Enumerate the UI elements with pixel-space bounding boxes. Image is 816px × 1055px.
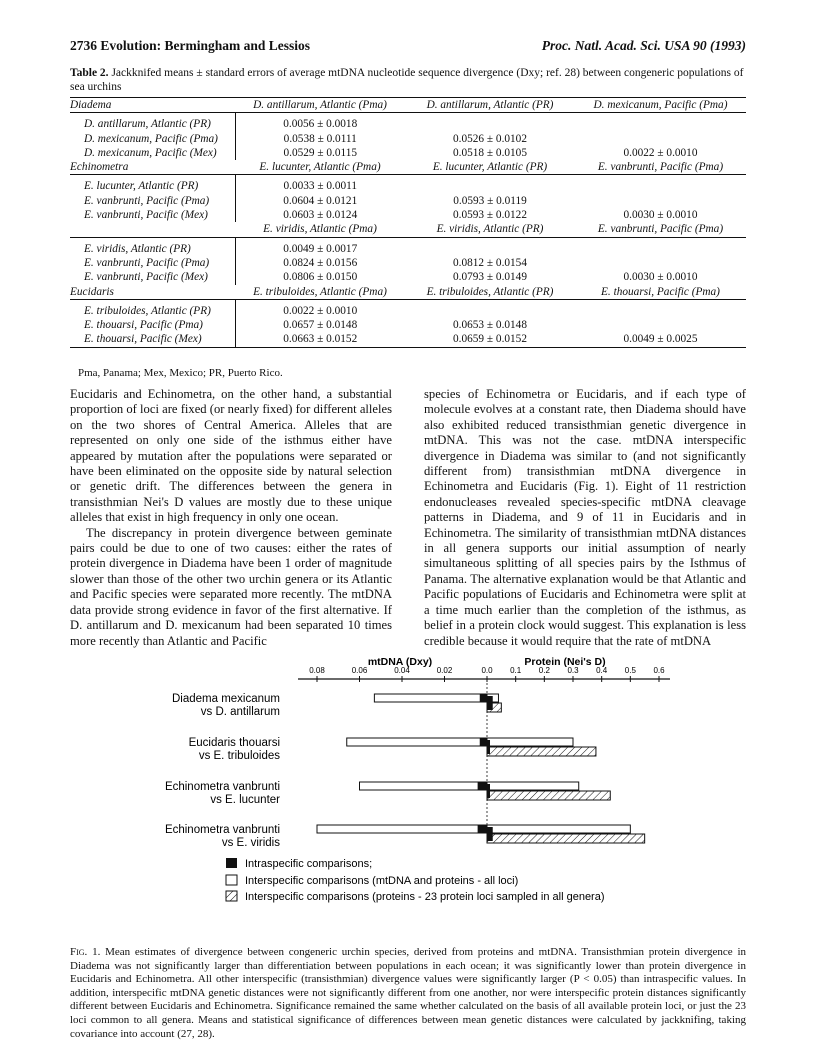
paragraph: species of Echinometra or Eucidaris, and if each type of molecule evolves at a constant rate, then Diadema should have also exhibited reduced transisthmian genetic divergence in mtDNA. This was not the case. mtDNA interspecific divergence in Diadema was similar to (and not significantly different from) transisthmian mtDNA divergence in Echinometra and Eucidaris (Fig. 1). Eight of 11 restriction endonucleases revealed species-specific mtDNA cleavage patterns in Diadema, and 9 of 11 in Eucidaris and in Echinometra. The similarity of transisthmian mtDNA distances in all genera supports our initial assumption of nearly simultaneous splitting of all species pairs by the Isthmus of Panama. The alternative explanation would be that Atlantic and Pacific populations of Eucidaris and Echinometra were split at a time much earlier than the completion of the isthmus, as belief in a protein clock would suggest. This explanation is less credible because it would require that the rate of mtDNA — [424, 387, 746, 648]
table-cell: 0.0659 ± 0.0152 — [405, 332, 575, 347]
table-cell: 0.0604 ± 0.0121 — [235, 194, 405, 208]
legend-label: Interspecific comparisons (mtDNA and proteins - all loci) — [245, 875, 519, 887]
protein-intraspecific-bar — [487, 784, 490, 798]
table-row-label: D. mexicanum, Pacific (Pma) — [84, 132, 218, 145]
table-footnote: Pma, Panama; Mex, Mexico; PR, Puerto Rico. — [78, 367, 283, 379]
table-row — [70, 304, 746, 318]
right-tick-label: 0.3 — [567, 666, 579, 675]
table-row-label: E. viridis, Atlantic (PR) — [84, 242, 191, 255]
left-column — [70, 387, 392, 649]
mtdna-intraspecific-bar — [478, 782, 487, 790]
right-tick-label: 0.2 — [538, 666, 550, 675]
category-label-line1: Echinometra vanbrunti — [164, 781, 280, 793]
table-column-header: D. mexicanum, Pacific (Pma) — [575, 98, 746, 113]
table-cell: 0.0033 ± 0.0011 — [235, 179, 405, 193]
table-cell — [575, 117, 746, 131]
table-row-label: D. mexicanum, Pacific (Mex) — [84, 146, 217, 159]
table-row — [70, 194, 746, 208]
left-tick-label: 0.04 — [394, 666, 410, 675]
table-cell: 0.0022 ± 0.0010 — [235, 304, 405, 318]
protein-23-loci-bar — [487, 791, 610, 800]
legend-swatch-intraspecific — [226, 858, 237, 868]
table-column-header: D. antillarum, Atlantic (Pma) — [235, 98, 405, 113]
right-tick-label: 0.1 — [510, 666, 522, 675]
protein-23-loci-bar — [487, 747, 596, 756]
table-column-header: E. viridis, Atlantic (Pma) — [235, 222, 405, 237]
table-cell: 0.0812 ± 0.0154 — [453, 256, 527, 269]
table-row-label: E. vanbrunti, Pacific (Mex) — [84, 209, 208, 222]
figure-caption-text: Mean estimates of divergence between congeneric urchin species, derived from proteins and mtDNA. Transisthmian protein divergence in Diadema was not significantly larger than differentiation between populations in each ocean; it was significantly lower than protein divergence in Eucidaris and Echinometra. All other interspecific (transisthmian) divergence values were significantly larger (P < 0.05) than intraspecific values. In addition, interspecific mtDNA genetic distances were not significantly different from one another, nor were interspecific protein distances significantly different between Eucidaris and Echinometra. Significance remained the same whether calculated on the basis of all available protein loci, or just the 23 loci common to all genera. Means and statistical significance of differences between mean genetic distances were calculated by jackknifing, taking covariance into account (27, 28). — [70, 946, 746, 1040]
mtdna-intraspecific-bar — [480, 694, 487, 702]
table-cell — [575, 256, 746, 270]
table-genus — [70, 222, 235, 237]
table-genus: Eucidaris — [70, 285, 235, 300]
table-column-header: E. lucunter, Atlantic (PR) — [405, 160, 575, 175]
table-row-label: D. antillarum, Atlantic (PR) — [84, 118, 211, 131]
table-row — [70, 208, 746, 222]
legend-swatch-interspecific — [226, 875, 237, 885]
table-cell: 0.0538 ± 0.0111 — [235, 132, 405, 146]
table-row — [70, 117, 746, 131]
mtdna-interspecific-bar — [374, 694, 487, 702]
category-label-line2: vs E. lucunter — [210, 794, 280, 806]
table-cell: 0.0056 ± 0.0018 — [235, 117, 405, 131]
protein-all-loci-bar — [487, 738, 573, 746]
table-cell: 0.0593 ± 0.0119 — [453, 194, 527, 207]
category-label-line2: vs D. antillarum — [200, 706, 280, 718]
category-label-line2: vs E. viridis — [221, 837, 280, 849]
table-column-header: E. viridis, Atlantic (PR) — [405, 222, 575, 237]
protein-all-loci-bar — [487, 825, 630, 833]
left-axis-title: mtDNA (Dxy) — [367, 656, 433, 668]
mtdna-interspecific-bar — [317, 825, 487, 833]
legend-swatch-hatched — [226, 891, 237, 901]
table-caption-text: Jackknifed means ± standard errors of average mtDNA nucleotide sequence divergence (Dxy; ref. 28) between congeneric populations of sea urchins — [70, 67, 744, 93]
legend-label: Intraspecific comparisons; — [245, 858, 373, 870]
table-cell: 0.0022 ± 0.0010 — [623, 146, 698, 159]
table-column-header: E. tribuloides, Atlantic (Pma) — [235, 285, 405, 300]
table-row — [70, 332, 746, 347]
table-cell: 0.0603 ± 0.0124 — [235, 208, 405, 222]
mtdna-interspecific-bar — [347, 738, 487, 746]
category-label-line1: Echinometra vanbrunti — [164, 824, 280, 836]
table-cell — [575, 318, 746, 332]
table-cell: 0.0663 ± 0.0152 — [235, 332, 405, 347]
right-tick-label: 0.6 — [653, 666, 665, 675]
category-label-line1: Diadema mexicanum — [171, 693, 280, 705]
table-cell — [575, 194, 746, 208]
protein-intraspecific-bar — [487, 740, 490, 754]
table-row — [70, 242, 746, 256]
table-cell: 0.0653 ± 0.0148 — [453, 319, 527, 332]
paragraph: Eucidaris and Echinometra, on the other hand, a substantial proportion of loci are fixed (or nearly fixed) for different alleles on the two shores of Central America. Alleles that are represented on only one side of the isthmus either have appeared by mutation after the populations were separated or have been eliminated on the opposite side by natural selection or genetic drift. The differences between the genera in transisthmian Nei's D values are mostly due to these unique alleles that exist in high frequency in only one ocean. — [70, 387, 392, 525]
table-row-label: E. vanbrunti, Pacific (Mex) — [84, 271, 208, 284]
figure-1-chart — [0, 656, 816, 944]
table-cell: 0.0529 ± 0.0115 — [235, 146, 405, 160]
table-column-header: D. antillarum, Atlantic (PR) — [405, 98, 575, 113]
protein-all-loci-bar — [487, 782, 579, 790]
table-row — [70, 318, 746, 332]
paragraph: The discrepancy in protein divergence between geminate pairs could be due to one of two causes: either the rates of protein divergence in Diadema have been 1 order of magnitude slower than those of the other two urchin genera or its Atlantic and Pacific species were separated more recently. The mtDNA data provide strong evidence in favor of the first alternative. If D. antillarum and D. mexicanum had been separated 10 times more recently than Atlantic and Pacific — [70, 525, 392, 648]
table-cell: 0.0030 ± 0.0010 — [623, 271, 698, 284]
category-label-line1: Eucidaris thouarsi — [188, 737, 280, 749]
table-row-label: E. vanbrunti, Pacific (Pma) — [84, 256, 210, 269]
table-cell: 0.0526 ± 0.0102 — [453, 132, 527, 145]
table-cell: 0.0593 ± 0.0122 — [453, 209, 527, 222]
protein-intraspecific-bar — [487, 827, 493, 841]
mtdna-intraspecific-bar — [480, 738, 487, 746]
mtdna-intraspecific-bar — [478, 825, 487, 833]
divergence-table — [70, 97, 746, 348]
table-cell — [405, 179, 575, 193]
table-row-label: E. thouarsi, Pacific (Pma) — [84, 319, 203, 332]
table-column-header: E. thouarsi, Pacific (Pma) — [575, 285, 746, 300]
table-cell: 0.0030 ± 0.0010 — [623, 209, 698, 222]
table-row-label: E. thouarsi, Pacific (Mex) — [70, 332, 235, 347]
table-cell — [575, 304, 746, 318]
table-column-header: E. lucunter, Atlantic (Pma) — [235, 160, 405, 175]
table-row-label: E. vanbrunti, Pacific (Pma) — [84, 194, 210, 207]
table-genus: Diadema — [70, 98, 235, 113]
left-tick-label: 0.0 — [481, 666, 493, 675]
table-row-label: E. tribuloides, Atlantic (PR) — [84, 304, 211, 317]
table-cell: 0.0793 ± 0.0149 — [453, 271, 527, 284]
table-column-header: E. tribuloides, Atlantic (PR) — [405, 285, 575, 300]
right-tick-label: 0.5 — [624, 666, 636, 675]
table-cell — [575, 179, 746, 193]
table-genus: Echinometra — [70, 160, 235, 175]
table-row-label: E. lucunter, Atlantic (PR) — [84, 180, 199, 193]
left-tick-label: 0.06 — [351, 666, 368, 675]
table-cell: 0.0518 ± 0.0105 — [453, 146, 527, 159]
table-cell — [405, 242, 575, 256]
table-cell: 0.0657 ± 0.0148 — [235, 318, 405, 332]
right-tick-label: 0.4 — [596, 666, 608, 675]
protein-23-loci-bar — [487, 834, 645, 843]
table-cell — [405, 117, 575, 131]
right-column — [424, 387, 746, 649]
table-cell: 0.0049 ± 0.0025 — [575, 332, 746, 347]
left-tick-label: 0.02 — [436, 666, 453, 675]
running-header-right: Proc. Natl. Acad. Sci. USA 90 (1993) — [541, 38, 746, 53]
left-tick-label: 0.08 — [309, 666, 325, 675]
running-header-left: 2736 Evolution: Bermingham and Lessios — [70, 38, 311, 53]
table-column-header: E. vanbrunti, Pacific (Pma) — [575, 222, 746, 237]
table-cell: 0.0824 ± 0.0156 — [235, 256, 405, 270]
table-cell — [575, 242, 746, 256]
table-caption — [70, 66, 746, 94]
table-cell: 0.0049 ± 0.0017 — [235, 242, 405, 256]
table-row — [70, 179, 746, 193]
legend-label: Interspecific comparisons (proteins - 23 protein loci sampled in all genera) — [245, 891, 605, 903]
table-row — [70, 146, 746, 160]
table-row — [70, 270, 746, 284]
table-row — [70, 256, 746, 270]
table-cell — [405, 304, 575, 318]
mtdna-interspecific-bar — [360, 782, 488, 790]
table-column-header: E. vanbrunti, Pacific (Pma) — [575, 160, 746, 175]
category-label-line2: vs E. tribuloides — [198, 750, 280, 762]
protein-intraspecific-bar — [487, 696, 493, 710]
figure-caption-label: Fig. 1. — [70, 946, 101, 958]
table-caption-label: Table 2. — [70, 67, 109, 79]
table-cell — [575, 132, 746, 146]
right-axis-title: Protein (Nei's D) — [524, 656, 606, 668]
table-cell: 0.0806 ± 0.0150 — [235, 270, 405, 284]
table-row — [70, 132, 746, 146]
figure-caption — [70, 946, 746, 1041]
